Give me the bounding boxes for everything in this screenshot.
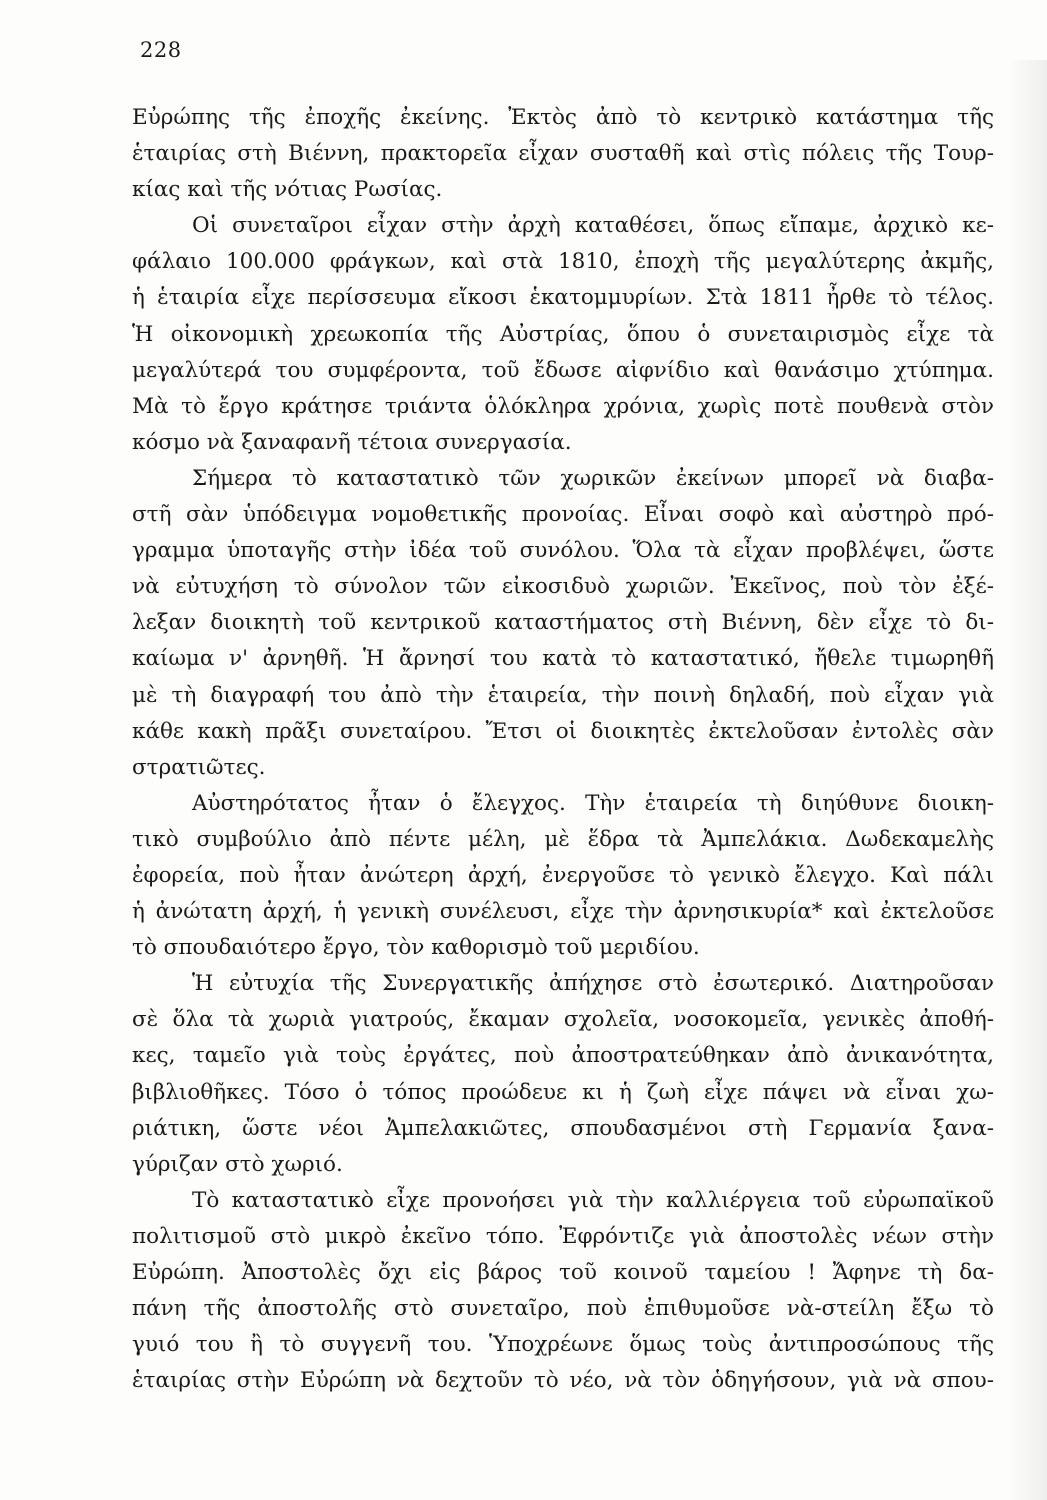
text-line: ἡ ἀνώτατη ἀρχή, ἡ γενικὴ συνέλευσι, εἶχε τὴν ἀρνησικυρία* καὶ ἐκτελοῦσε (132, 899, 994, 925)
text-line: Τὸ καταστατικὸ εἶχε προνοήσει γιὰ τὴν καλλιέργεια τοῦ εὐρωπαϊκοῦ (192, 1187, 994, 1213)
text-line: Σήμερα τὸ καταστατικὸ τῶν χωρικῶν ἐκείνων μπορεῖ νὰ διαβα- (192, 465, 994, 491)
text-line: ἑταιρίας στὴ Βιέννη, πρακτορεῖα εἶχαν συσταθῆ καὶ στὶς πόλεις τῆς Τουρ- (132, 141, 994, 167)
text-line: μεγαλύτερά του συμφέροντα, τοῦ ἔδωσε αἰφνίδιο καὶ θανάσιμο χτύπημα. (132, 357, 994, 383)
text-line: Ἡ οἰκονομικὴ χρεωκοπία τῆς Αὐστρίας, ὅπου ὁ συνεταιρισμὸς εἶχε τὰ (132, 321, 994, 347)
text-line: κόσμο νὰ ξαναφανῆ τέτοια συνεργασία. (132, 429, 572, 455)
text-line: γυιό του ἢ τὸ συγγενῆ του. Ὑποχρέωνε ὅμως τοὺς ἀντιπροσώπους τῆς (132, 1332, 994, 1358)
text-line: γραμμα ὑποταγῆς στὴν ἰδέα τοῦ συνόλου. Ὅλα τὰ εἶχαν προβλέψει, ὥστε (132, 538, 994, 564)
text-line: κίας καὶ τῆς νότιας Ρωσίας. (132, 177, 443, 203)
text-line: καίωμα ν' ἀρνηθῆ. Ἡ ἄρνησί του κατὰ τὸ καταστατικό, ἤθελε τιμωρηθῆ (132, 646, 994, 672)
page-number: 228 (140, 38, 182, 62)
text-line: στρατιῶτες. (132, 754, 266, 780)
text-line: Οἱ συνεταῖροι εἶχαν στὴν ἀρχὴ καταθέσει, ὅπως εἴπαμε, ἀρχικὸ κε- (192, 213, 994, 239)
text-line: τὸ σπουδαιότερο ἔργο, τὸν καθορισμὸ τοῦ μεριδίου. (132, 935, 700, 961)
text-line: Εὐρώπη. Ἀποστολὲς ὄχι εἰς βάρος τοῦ κοινοῦ ταμείου ! Ἄφηνε τὴ δα- (132, 1260, 994, 1285)
text-line: βιβλιοθῆκες. Τόσο ὁ τόπος προώδευε κι ἡ ζωὴ εἶχε πάψει νὰ εἶναι χω- (132, 1079, 994, 1105)
text-line: λεξαν διοικητὴ τοῦ κεντρικοῦ καταστήματος στὴ Βιέννη, δὲν εἶχε τὸ δι- (132, 610, 994, 636)
text-line: ἐφορεία, ποὺ ἦταν ἀνώτερη ἀρχή, ἐνεργοῦσε τὸ γενικὸ ἔλεγχο. Καὶ πάλι (132, 862, 994, 888)
body-text (132, 100, 994, 1399)
text-line: πάνη τῆς ἀποστολῆς στὸ συνεταῖρο, ποὺ ἐπιθυμοῦσε νὰ-στείλη ἔξω τὸ (132, 1296, 994, 1322)
text-line: Εὐρώπης τῆς ἐποχῆς ἐκείνης. Ἐκτὸς ἀπὸ τὸ κεντρικὸ κατάστημα τῆς (132, 105, 994, 130)
text-line: Ἡ εὐτυχία τῆς Συνεργατικῆς ἀπήχησε στὸ ἐσωτερικό. Διατηροῦσαν (192, 971, 994, 997)
text-line: νὰ εὐτυχήση τὸ σύνολον τῶν εἰκοσιδυὸ χωριῶν. Ἐκεῖνος, ποὺ τὸν ἐξέ- (132, 574, 994, 600)
text-line: φάλαιο 100.000 φράγκων, καὶ στὰ 1810, ἐποχὴ τῆς μεγαλύτερης ἀκμῆς, (132, 249, 994, 275)
text-line: τικὸ συμβούλιο ἀπὸ πέντε μέλη, μὲ ἕδρα τὰ Ἀμπελάκια. Δωδεκαμελὴς (132, 826, 994, 852)
text-line: κάθε κακὴ πρᾶξι συνεταίρου. Ἔτσι οἱ διοικητὲς ἐκτελοῦσαν ἐντολὲς σὰν (132, 718, 994, 744)
text-line: ριάτικη, ὥστε νέοι Ἀμπελακιῶτες, σπουδασμένοι στὴ Γερμανία ξανα- (132, 1115, 994, 1141)
text-line: κες, ταμεῖο γιὰ τοὺς ἐργάτες, ποὺ ἀποστρατεύθηκαν ἀπὸ ἀνικανότητα, (132, 1043, 994, 1069)
text-line: σὲ ὅλα τὰ χωριὰ γιατρούς, ἔκαμαν σχολεῖα, νοσοκομεῖα, γενικὲς ἀποθή- (132, 1007, 994, 1033)
text-line: γύριζαν στὸ χωριό. (132, 1151, 343, 1177)
page-edge-shadow (1007, 60, 1047, 1500)
text-line: πολιτισμοῦ στὸ μικρὸ ἐκεῖνο τόπο. Ἐφρόντιζε γιὰ ἀποστολὲς νέων στὴν (132, 1223, 994, 1249)
text-line: ἡ ἑταιρία εἶχε περίσσευμα εἴκοσι ἑκατομμυρίων. Στὰ 1811 ἦρθε τὸ τέλος. (132, 285, 994, 311)
text-line: ἑταιρίας στὴν Εὐρώπη νὰ δεχτοῦν τὸ νέο, νὰ τὸν ὁδηγήσουν, γιὰ νὰ σπου- (132, 1368, 994, 1394)
text-line: μὲ τὴ διαγραφή του ἀπὸ τὴν ἑταιρεία, τὴν ποινὴ δηλαδή, ποὺ εἶχαν γιὰ (132, 682, 994, 708)
text-line: στῆ σὰν ὑπόδειγμα νομοθετικῆς προνοίας. Εἶναι σοφὸ καὶ αὐστηρὸ πρό- (132, 502, 994, 528)
text-line: Αὐστηρότατος ἦταν ὁ ἔλεγχος. Τὴν ἑταιρεία τὴ διηύθυνε διοικη- (192, 790, 994, 816)
text-line: Μὰ τὸ ἔργο κράτησε τριάντα ὁλόκληρα χρόνια, χωρὶς ποτὲ πουθενὰ στὸν (132, 393, 994, 419)
